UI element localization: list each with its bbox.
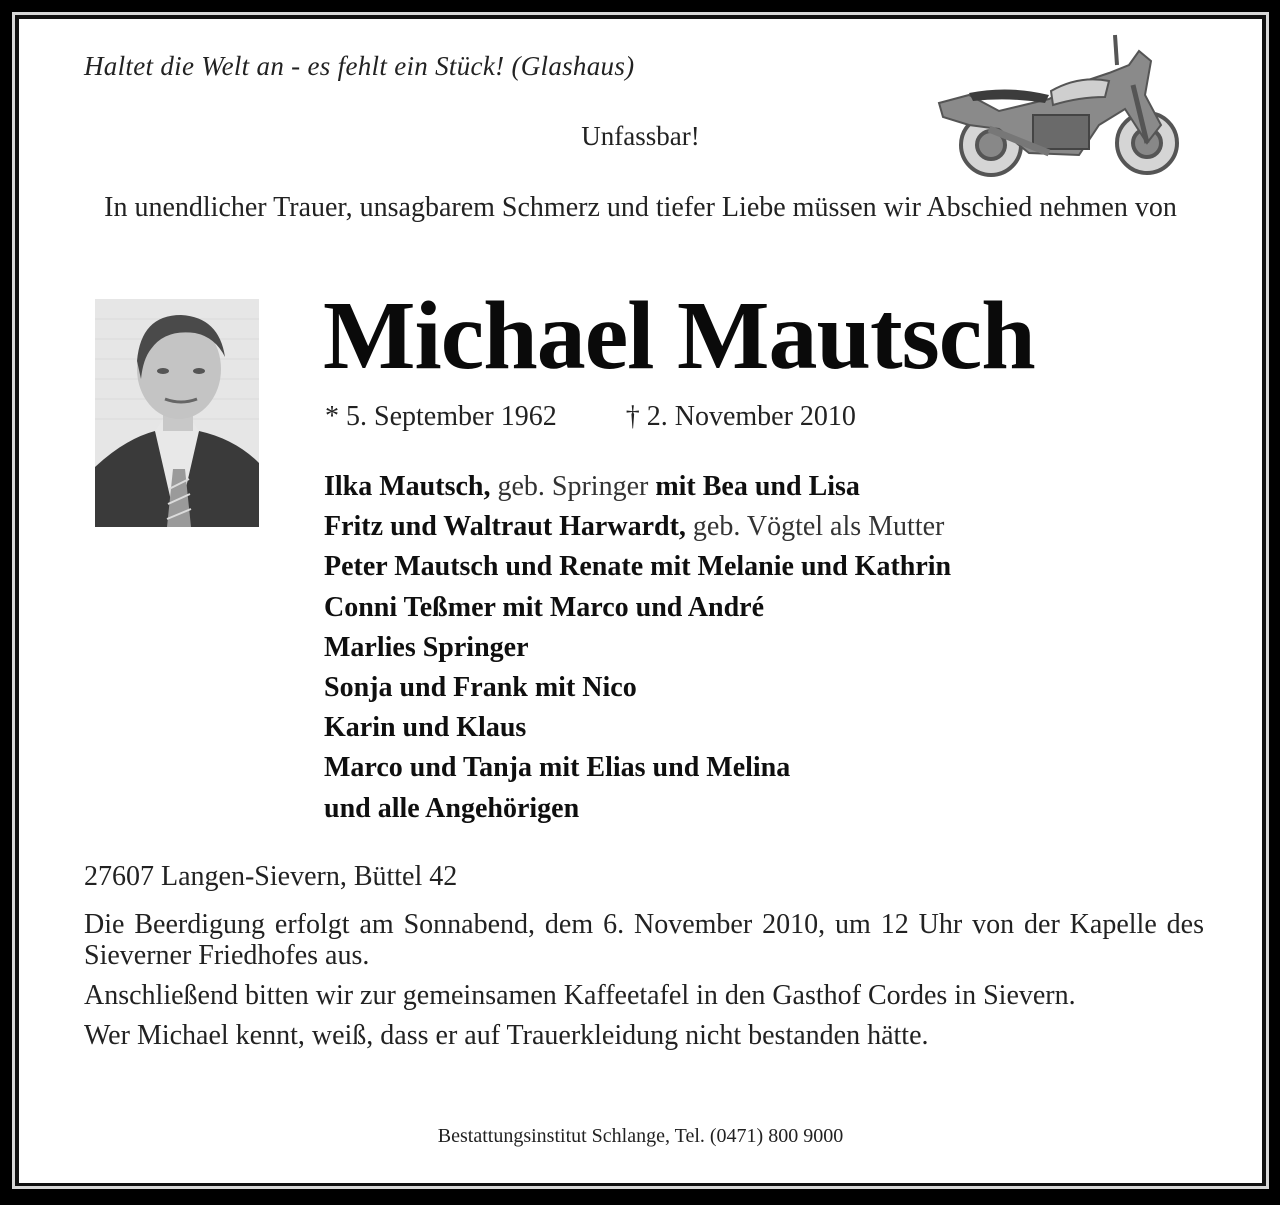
mourner-note: geb. Springer [490, 471, 656, 502]
mourners-list [324, 467, 951, 829]
reception-details: Anschließend bitten wir zur gemeinsamen Kaffeetafel in den Gasthof Cordes in Sievern. [84, 980, 1076, 1011]
family-address: 27607 Langen-Sievern, Büttel 42 [84, 861, 458, 892]
mourner-name: Marco und Tanja mit Elias und Melina [324, 752, 791, 784]
funeral-home-contact: Bestattungsinstitut Schlange, Tel. (0471) 800 9000 [437, 1125, 844, 1147]
mourner-note: geb. Vögtel als Mutter [685, 511, 945, 543]
mourner-line [324, 789, 951, 829]
deceased-name: Michael Mautsch [323, 282, 1035, 390]
intro-text: In unendlicher Trauer, unsagbarem Schmerz und tiefer Liebe müssen wir Abschied nehmen von [104, 192, 1177, 223]
mourner-name: Conni Teßmer mit Marco und André [324, 591, 765, 623]
mourner-name: Karin und Klaus [324, 712, 527, 744]
life-dates [325, 401, 856, 433]
motorcycle-icon [929, 25, 1191, 185]
motto-quote: Haltet die Welt an - es fehlt ein Stück! (Glashaus) [84, 51, 635, 81]
birth-date: * 5. September 1962 [325, 401, 557, 432]
mourner-name: und alle Angehörigen [324, 792, 580, 824]
mourner-line [324, 507, 951, 547]
mourner-line [324, 708, 951, 748]
obituary-notice [19, 19, 1262, 1183]
funeral-details: Die Beerdigung erfolgt am Sonnabend, dem 6. November 2010, um 12 Uhr von der Kapelle des Sieverner Friedhofes aus. [84, 909, 1204, 971]
mourner-name: Sonja und Frank mit Nico [324, 672, 637, 704]
portrait-photo [95, 299, 259, 527]
mourner-line [324, 628, 951, 668]
dress-note: Wer Michael kennt, weiß, dass er auf Trauerkleidung nicht bestanden hätte. [84, 1020, 929, 1051]
mourner-name: Ilka Mautsch, [324, 471, 491, 502]
mourner-name: mit Bea und Lisa [655, 471, 860, 502]
mourner-name: Marlies Springer [324, 631, 529, 663]
mourner-name: Peter Mautsch und Renate mit Melanie und Kathrin [324, 551, 952, 583]
exclamation: Unfassbar! [581, 121, 700, 151]
mourner-line [324, 467, 951, 507]
mourner-line [324, 547, 951, 587]
mourner-line [324, 588, 951, 628]
funeral-info [84, 909, 1204, 1060]
mourner-name: Fritz und Waltraut Harwardt, [324, 511, 686, 543]
death-date: † 2. November 2010 [625, 401, 856, 432]
mourner-line [324, 668, 951, 708]
mourner-line [324, 748, 951, 788]
